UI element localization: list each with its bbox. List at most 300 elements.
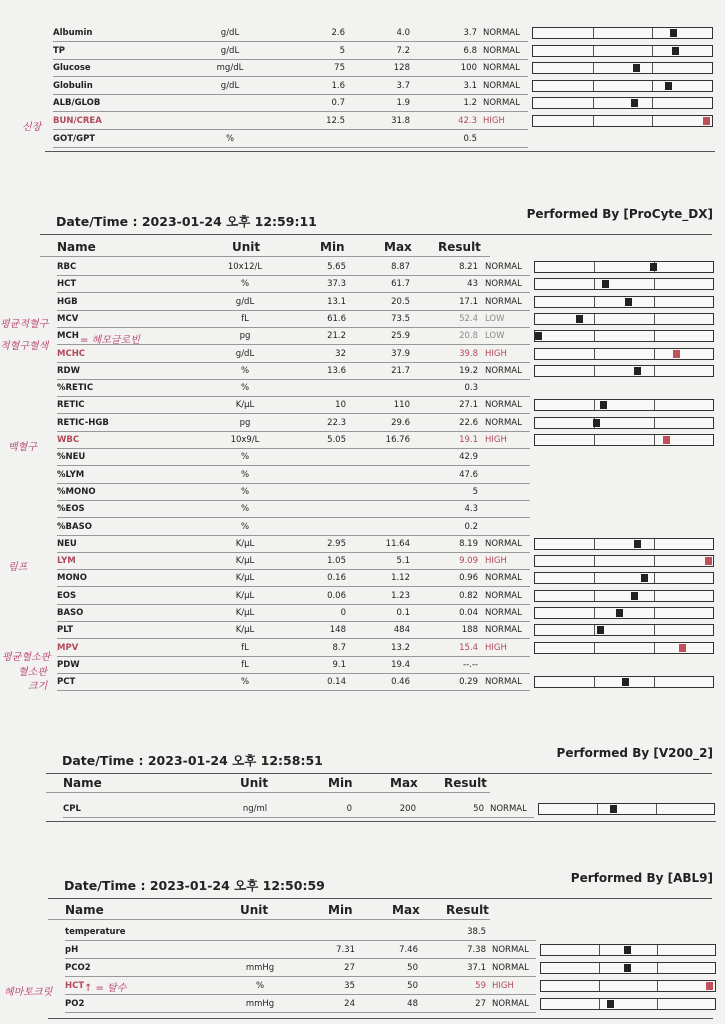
result-row [0,640,725,657]
test-name: PCT [57,677,76,688]
range-divider [594,331,595,341]
min-value: 0.14 [327,677,346,688]
range-divider [593,98,594,108]
range-divider [654,539,655,549]
report-datetime: Date/Time : 2023-01-24 오후 12:58:51 [62,753,323,768]
result-row [0,363,725,380]
result-marker [631,592,638,600]
result-marker [633,64,640,72]
row-underline [65,1012,536,1013]
test-name: Globulin [53,80,93,91]
test-unit: % [240,383,250,394]
result-value: 42.9 [459,452,478,463]
min-value: 0 [340,608,346,618]
range-bar [534,417,714,429]
row-underline [65,958,536,959]
result-row [0,78,725,95]
test-unit: g/dL [220,80,240,91]
result-marker [706,982,713,990]
range-bar [534,313,714,325]
section-bottom-rule [45,151,715,152]
result-row [0,380,725,397]
header-bottom-rule [48,919,490,920]
result-row [0,605,725,622]
result-row [0,924,725,941]
range-bar [534,555,714,567]
test-unit: fL [241,642,249,653]
header-bottom-rule [46,792,490,793]
result-value: 19.1 [459,435,478,445]
result-value: 0.82 [459,590,478,601]
result-value: 1.2 [463,98,477,109]
status-label: NORMAL [483,45,520,56]
range-divider [594,591,595,601]
range-bar [534,296,714,308]
header-unit: Unit [240,903,269,917]
max-value: 0.46 [391,677,410,688]
header-name: Name [63,776,102,790]
status-label: NORMAL [492,963,529,973]
test-unit: mmHg [245,999,275,1009]
result-row [0,113,725,130]
result-marker [672,47,679,55]
result-value: 4.3 [464,504,478,515]
result-row [0,259,725,276]
status-label: NORMAL [483,80,520,91]
status-label: NORMAL [492,999,529,1009]
result-value: 0.5 [463,133,477,144]
max-value: 0.1 [396,608,410,618]
header-top-rule [48,898,712,899]
max-value: 484 [393,625,410,636]
max-value: 11.64 [385,538,410,549]
test-unit: mmHg [245,963,275,973]
range-divider [654,279,655,289]
min-value: 1.05 [327,556,346,567]
min-value: 0.16 [327,573,346,584]
range-divider [594,366,595,376]
result-marker [602,280,609,288]
max-value: 31.8 [391,116,410,126]
range-divider [654,608,655,618]
range-bar [534,642,714,654]
test-unit: % [240,469,250,480]
range-bar [534,572,714,584]
range-bar [532,62,713,74]
range-divider [594,262,595,272]
range-divider [657,981,658,991]
range-divider [652,46,653,56]
result-row [0,942,725,959]
min-value: 5 [339,45,345,56]
test-name: %EOS [57,504,85,515]
result-marker [650,263,657,271]
result-marker [535,332,542,340]
min-value: 5.05 [327,435,346,445]
result-value: 38.5 [467,927,486,937]
result-row [0,397,725,414]
test-name: %BASO [57,521,92,532]
test-name: PDW [57,659,80,670]
test-name: %RETIC [57,383,94,394]
range-divider [599,999,600,1009]
range-bar [540,998,716,1010]
test-name: Albumin [53,28,93,38]
test-name: PLT [57,625,74,636]
header-min: Min [328,903,353,917]
performed-by: Performed By [V200_2] [556,746,713,760]
test-name: RETIC [57,400,85,411]
test-name: TP [53,45,66,56]
note-pdw-size: 크기 [28,681,48,692]
result-marker [607,1000,614,1008]
result-row [0,131,725,148]
note-hct: ↑ = 탈수 [84,983,127,994]
result-value: 50 [473,804,484,814]
note-mcv: 평균적혈구 [0,319,49,330]
range-divider [657,945,658,955]
range-divider [594,297,595,307]
test-unit: pg [239,331,251,342]
test-unit: % [240,365,250,376]
result-row [0,95,725,112]
range-bar [534,607,714,619]
max-value: 19.4 [391,659,410,670]
test-unit: fL [241,659,249,670]
test-name: %MONO [57,486,96,497]
range-divider [657,999,658,1009]
range-divider [654,556,655,566]
test-unit: K/µL [235,538,255,549]
range-bar [534,624,714,636]
range-bar [534,434,714,446]
range-divider [593,46,594,56]
range-divider [654,349,655,359]
range-divider [593,63,594,73]
test-name: HCT [57,279,77,290]
range-bar [534,676,714,688]
result-marker [679,644,686,652]
test-unit: pg [239,417,251,428]
max-value: 37.9 [391,348,410,359]
result-marker [634,540,641,548]
result-marker [600,401,607,409]
result-value: --.-- [463,659,478,670]
test-unit: 10x12/L [227,262,263,272]
min-value: 2.6 [331,28,345,38]
status-label: LOW [485,313,505,324]
test-name: RDW [57,365,80,376]
range-divider [654,625,655,635]
result-value: 52.4 [459,313,478,324]
test-name: HGB [57,296,78,307]
row-underline [65,976,536,977]
range-divider [594,573,595,583]
max-value: 21.7 [391,365,410,376]
range-bar [538,803,715,815]
note-kidney: 신장 [22,122,42,133]
test-unit: g/dL [220,28,240,38]
test-unit: g/dL [220,45,240,56]
min-value: 75 [334,63,345,74]
header-name: Name [57,240,96,254]
test-unit: fL [241,313,249,324]
status-label: NORMAL [485,417,522,428]
result-marker [631,99,638,107]
result-row [0,467,725,484]
result-value: 20.8 [459,331,478,342]
result-row [0,536,725,553]
max-value: 50 [407,963,418,973]
result-value: 0.29 [459,677,478,688]
test-unit: K/µL [235,608,255,618]
test-unit: K/µL [235,400,255,411]
test-name: LYM [57,556,76,567]
min-value: 37.3 [327,279,346,290]
range-divider [594,314,595,324]
row-underline [63,817,534,818]
range-divider [594,556,595,566]
max-value: 16.76 [385,435,410,445]
result-value: 43 [467,279,478,290]
range-divider [652,28,653,38]
test-name: CPL [63,804,81,814]
test-unit: 10x9/L [230,435,260,445]
result-value: 37.1 [467,963,486,973]
test-name: BUN/CREA [53,116,102,126]
result-value: 8.19 [459,538,478,549]
range-divider [594,279,595,289]
max-value: 200 [399,804,416,814]
range-divider [654,573,655,583]
result-row [0,674,725,691]
result-row [0,570,725,587]
result-marker [593,419,600,427]
range-divider [654,314,655,324]
status-label: HIGH [485,556,507,567]
max-value: 8.87 [391,262,410,272]
header-result: Result [444,776,487,790]
range-bar [534,365,714,377]
result-row [0,501,725,518]
result-row [0,432,725,449]
max-value: 25.9 [391,331,410,342]
result-value: 3.1 [463,80,477,91]
test-unit: mg/dL [216,63,244,74]
range-divider [652,98,653,108]
range-bar [534,538,714,550]
test-unit: K/µL [235,590,255,601]
range-bar [534,590,714,602]
min-value: 13.1 [327,296,346,307]
status-label: NORMAL [483,98,520,109]
header-name: Name [65,903,104,917]
test-name: ALB/GLOB [53,98,101,109]
result-marker [576,315,583,323]
range-bar [540,962,716,974]
result-row [0,801,725,818]
range-divider [654,643,655,653]
header-min: Min [328,776,353,790]
result-value: 100 [460,63,477,74]
range-divider [594,625,595,635]
test-name: MCHC [57,348,86,359]
page-bottom-rule [48,1018,713,1019]
test-name: WBC [57,435,80,445]
test-name: HCT [65,981,85,991]
result-marker [663,436,670,444]
result-value: 0.04 [459,608,478,618]
status-label: NORMAL [485,262,522,272]
header-result: Result [446,903,489,917]
result-marker [641,574,648,582]
test-name: PCO2 [65,963,91,973]
range-bar [534,261,714,273]
range-divider [657,963,658,973]
performed-by: Performed By [ProCyte_DX] [526,207,713,221]
min-value: 10 [335,400,346,411]
range-divider [594,539,595,549]
result-value: 27.1 [459,400,478,411]
result-value: 22.6 [459,417,478,428]
status-label: HIGH [492,981,514,991]
result-value: 39.8 [459,348,478,359]
section-bottom-rule [46,821,716,822]
header-top-rule [46,773,712,774]
range-bar [532,115,713,127]
result-value: 6.8 [463,45,477,56]
header-unit: Unit [232,240,261,254]
test-name: %LYM [57,469,85,480]
result-value: 7.38 [467,945,486,955]
test-name: %NEU [57,452,86,463]
min-value: 24 [344,999,355,1009]
status-label: NORMAL [485,400,522,411]
range-divider [599,945,600,955]
range-divider [654,418,655,428]
note-lym: 림프 [8,562,28,573]
test-unit: K/µL [235,556,255,567]
max-value: 128 [393,63,410,74]
range-bar [532,45,713,57]
range-divider [594,677,595,687]
test-name: NEU [57,538,77,549]
test-unit: g/dL [235,348,255,359]
result-row [0,346,725,363]
max-value: 1.23 [391,590,410,601]
min-value: 5.65 [327,262,346,272]
range-bar [540,944,716,956]
result-marker [616,609,623,617]
min-value: 148 [329,625,346,636]
test-unit: % [240,452,250,463]
range-divider [594,643,595,653]
header-min: Min [320,240,345,254]
header-unit: Unit [240,776,269,790]
range-divider [654,591,655,601]
range-divider [599,963,600,973]
result-marker [610,805,617,813]
result-row [0,449,725,466]
test-unit: ng/ml [242,804,268,814]
result-marker [624,946,631,954]
range-divider [656,804,657,814]
status-label: NORMAL [485,608,522,618]
test-unit: % [240,521,250,532]
status-label: NORMAL [485,677,522,688]
max-value: 110 [393,400,410,411]
result-row [0,484,725,501]
note-pdw: 혈소판 [18,667,47,678]
status-label: HIGH [485,435,507,445]
row-underline [65,994,536,995]
test-name: MONO [57,573,88,584]
range-bar [534,278,714,290]
row-underline [57,690,530,691]
test-unit: % [255,981,265,991]
status-label: NORMAL [485,625,522,636]
test-name: PO2 [65,999,85,1009]
max-value: 20.5 [391,296,410,307]
min-value: 12.5 [326,116,345,126]
range-divider [654,400,655,410]
range-divider [594,435,595,445]
max-value: 5.1 [396,556,410,567]
status-label: NORMAL [483,28,520,38]
status-label: NORMAL [485,365,522,376]
note-wbc: 백혈구 [8,442,37,453]
range-divider [599,981,600,991]
status-label: HIGH [485,642,507,653]
result-row [0,43,725,60]
status-label: HIGH [483,116,505,126]
test-unit: K/µL [235,573,255,584]
status-label: NORMAL [485,296,522,307]
max-value: 50 [407,981,418,991]
range-bar [534,348,714,360]
test-unit: % [240,677,250,688]
range-divider [594,349,595,359]
min-value: 35 [344,981,355,991]
result-row [0,60,725,77]
result-row [0,25,725,42]
note-hct-left: 헤마토크릿 [4,987,53,998]
min-value: 7.31 [336,945,355,955]
result-marker [705,557,712,565]
result-value: 188 [461,625,478,636]
min-value: 22.3 [327,417,346,428]
min-value: 61.6 [327,313,346,324]
range-bar [534,330,714,342]
result-row [0,622,725,639]
status-label: NORMAL [485,573,522,584]
range-divider [654,366,655,376]
test-unit: K/µL [235,625,255,636]
status-label: NORMAL [490,804,527,814]
result-row [0,960,725,977]
min-value: 0 [346,804,352,814]
max-value: 4.0 [396,28,410,38]
header-max: Max [390,776,418,790]
test-name: BASO [57,608,84,618]
header-max: Max [384,240,412,254]
result-row [0,311,725,328]
result-row [0,276,725,293]
result-value: 0.96 [459,573,478,584]
min-value: 8.7 [332,642,346,653]
test-name: EOS [57,590,77,601]
test-name: GOT/GPT [53,133,96,144]
